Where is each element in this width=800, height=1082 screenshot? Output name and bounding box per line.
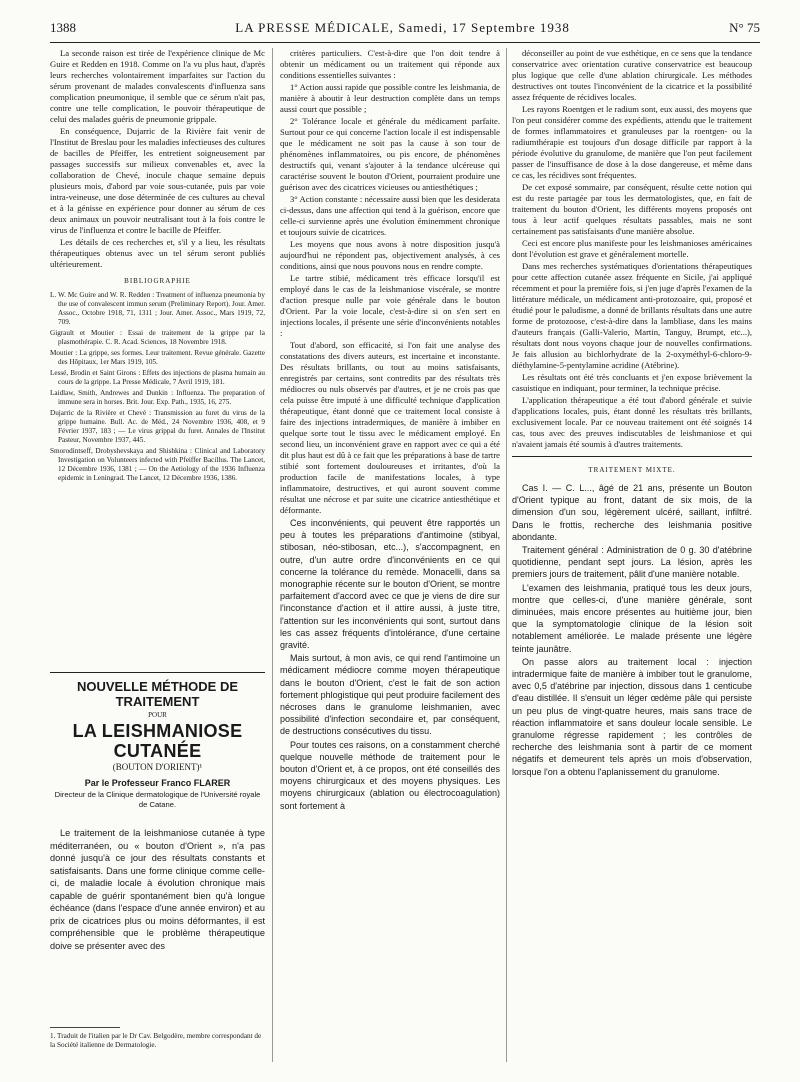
paragraph: La seconde raison est tirée de l'expérience clinique de Mc Guire et Redden en 1918. Comme on l'a vu plus haut, d'après leurs recherches volontairement imparfaites sur l'action du sérum provenant de malades convalescents d'influenza sans complication pneumonique, il semble que ce sérum n'ait pas, contre une telle complication, le pouvoir thérapeutique de celui des malades guéris de pneumonie grippale. xyxy=(50,48,265,124)
page-header xyxy=(50,20,760,40)
article-subtitle: (BOUTON D'ORIENT)¹ xyxy=(112,762,203,772)
paragraph: En conséquence, Dujarric de la Rivière fait venir de l'Institut de Breslau pour les maladies infectieuses des cultures de bacilles de Pfeiffer, les entretient soigneusement par passages successifs sur milieux convenables et, avec la collaboration de Chevé, inocule chaque semaine depuis plusieurs mois, d'abord par voie sous-cutanée, puis par voie intra-veineuse, une dose déterminée de ces cultures au cheval et à la génisse en expérience pour donner au sérum de ces deux animaux un pouvoir neutralisant tout à la fois contre le virus de l'influenza et contre le bacille de Pfeiffer. xyxy=(50,126,265,235)
case-paragraph: Cas I. — C. L..., âgé de 21 ans, présente un Bouton d'Orient typique au front, datant de six mois, de la dimension d'un sou, légèrement ulcéré, saillant, infiltré. Dans le frottis, recherche des leishmania positive abondante. xyxy=(512,483,752,542)
article-kicker: NOUVELLE MÉTHODE DE TRAITEMENT xyxy=(76,679,239,709)
bibliography-entry: Laidlaw, Smith, Andrewes and Dunkin : Influenza. The preparation of immune sera in horses. Brit. Jour. Exp. Path., 1935, 16, 275. xyxy=(50,389,265,406)
column-divider xyxy=(506,48,507,1062)
article-rule xyxy=(50,672,265,673)
bibliography-entry: Moutier : La grippe, ses formes. Leur traitement. Revue générale. Gazette des Hôpitaux, 1er Mars 1919, 105. xyxy=(50,349,265,366)
paragraph: Dans mes recherches systématiques d'orientations thérapeutiques pour cette affection cutanée assez fréquente en Sicile, j'ai appliqué récemment et pour la première fois, si j'en juge d'après l'examen de la littérature médicale, un médicament anti-protozoaire, qui, proposé et étudié pour le paludisme, a donné de brillants résultats dans une autre forme de protozoose, c'est-à-dire dans la lambliase, dans les mains d'auteurs français (Galli-Valerio, Martin, Tanguy, Brumpt, etc...), résultats dont nous voyons chaque jour de nouvelles confirmations. Je fais allusion au bichlorhydrate de la 2-oxyméthyl-6-chloro-9-diéthylamine-5-pentylamine acridine (Atébrine). xyxy=(512,261,752,370)
paragraph: Les résultats ont été très concluants et j'en expose brièvement la casuistique en indiquant, pour terminer, la technique précise. xyxy=(512,372,752,393)
journal-title: LA PRESSE MÉDICALE, Samedi, 17 Septembre 1938 xyxy=(235,20,570,35)
bibliography-entry: Gigrault et Moutier : Essai de traitement de la grippe par la plasmothérapie. C. R. Acad. Sciences, 18 Novembre 1918. xyxy=(50,329,265,346)
paragraph: Pour toutes ces raisons, on a constamment cherché quelque nouvelle méthode de traitement pour le bouton d'Orient et, à ce propos, ont été conseillés des moyens chirurgicaux et des moyens physiques. Les moyens chirurgicaux (ablation ou électrocoagulation) sont fortement à xyxy=(280,739,500,811)
case-paragraph: Traitement général : Administration de 0 g. 30 d'atébrine quotidienne, pendant sept jours. La lésion, après les premiers jours de traitement, pâlit d'une manière notable. xyxy=(512,545,752,580)
article-block xyxy=(50,672,265,952)
paragraph: L'application thérapeutique a été tout d'abord générale et suivie d'applications locales, puis, étant donné les résultats très brillants, exclusivement locale. Par ce nouveau traitement ont été soignés 14 cas, tous avec des preuves indiscutables de leishmaniose et qui n'avaient jamais été soumis à d'autres traitements. xyxy=(512,395,752,449)
column-1 xyxy=(50,48,265,485)
paragraph: Tout d'abord, son efficacité, si l'on fait une analyse des constatations des divers auteurs, est incertaine et inconstante. Des résultats brillants, ou tout au moins satisfaisants, enregistrés par certains, sont contredits par des résultats très médiocres ou nuls observés par d'autres, et je ne crois pas que cela puisse être imputé à une difficulté technique d'application thérapeutique, étant donné que ce traitement local consiste à faire des injections intradermiques, de manière à imbiber en quelque sorte tout le tissu avec le médicament employé. En second lieu, un inconvénient grave en rapport avec ce qui a été dit plus haut est dû à ce fait que les préparations à base de tartre stibié sont fortement douloureuses et irritantes, d'où la production facile de manifestations locales, à type inflammatoire, destructives, et qui auront souvent comme résultat une nécrose et par suite une cicatrice antiesthétique et déformante. xyxy=(280,340,500,515)
article-title: LA LEISHMANIOSE CUTANÉE xyxy=(72,721,243,761)
case-paragraph: L'examen des leishmania, pratiqué tous les deux jours, montre que celles-ci, d'une manière générale, sont diminuées, mais encore présentes au huitième jour, bien que la symptomatologie clinique de la lésion soit notablement améliorée. Le malade présente une légère teinte jaunâtre. xyxy=(512,582,752,654)
column-3 xyxy=(512,48,752,779)
section-rule xyxy=(512,456,752,457)
paragraph: Les détails de ces recherches et, s'il y a lieu, les résultats thérapeutiques obtenus avec un tel sérum seront publiés ultérieurement. xyxy=(50,237,265,269)
article-author: Par le Professeur Franco FLARER xyxy=(84,778,231,788)
case-paragraph: On passe alors au traitement local : injection intradermique faite de manière à imbiber tout le granulome, avec 0,5 d'atébrine par injection, dissous dans 1 centicube d'eau distillée. Il s'ensuit un léger œdème pâle qui persiste un peu plus de vingt-quatre heures, mais sans trace de réaction inflammatoire et sans douleur locale sensible. Le granulome régresse rapidement ; les contrôles de recherche des leishmania sont à partir de ce moment négatifs et demeurent tels après un mois d'observation, lorsque l'on a obtenu l'aplanissement du granulome. xyxy=(512,656,752,777)
section-title: TRAITEMENT MIXTE. xyxy=(588,466,676,474)
paragraph: Le tartre stibié, médicament très efficace lorsqu'il est employé dans le cas de la leishmaniose viscérale, se montre d'action presque nulle par voie générale dans le bouton d'Orient. Par la voie locale, c'est-à-dire si on s'en sert en injections locales, il présente une série d'inconvénients notables : xyxy=(280,273,500,338)
paragraph: déconseiller au point de vue esthétique, en ce sens que la tendance conservatrice avec orientation curative conservatrice est beaucoup plus logique que celle d'une ablation chirurgicale. Les méthodes destructives ont toutes l'inconvénient de la cicatrice et la possibilité assez fréquente de récidives locales. xyxy=(512,48,752,102)
footnote: 1. Traduit de l'italien par le Dr Cav. Belgodère, membre correspondant de la Société italienne de Dermatologie. xyxy=(50,1032,262,1049)
header-rule xyxy=(50,42,760,43)
bibliography-entry: Dujarric de la Rivière et Chevé : Transmission au furet du virus de la grippe humaine. Bull. Ac. de Méd., 24 Novembre 1936, 408, et 9 Février 1937, 183 ; — Le virus grippal du furet. Annales de l'Institut Pasteur, Novembre 1937, 445. xyxy=(50,409,265,444)
bibliography-title: BIBLIOGRAPHIE xyxy=(124,277,191,285)
bibliography-entry: Lessé, Brodin et Saint Girons : Effets des injections de plasma humain au cours de la grippe. La Presse Médicale, 7 Avril 1919, 181. xyxy=(50,369,265,386)
footnote-rule xyxy=(50,1027,120,1028)
paragraph: 3° Action constante : nécessaire aussi bien que les desiderata ci-dessus, dans une affection qui tend à la guérison, encore que celle-ci survienne après une évolution éminemment chronique et toujours suivie de cicatrices. xyxy=(280,194,500,237)
paragraph: Mais surtout, à mon avis, ce qui rend l'antimoine un médicament médiocre comme moyen thérapeutique dans le bouton d'Orient, c'est le fait de son action fortement phlogistique qui peut produire facilement des nécroses dans le granulome leishmanien, avec possibilité d'infection secondaire et, par conséquent, de destructions consécutives du tissu. xyxy=(280,653,500,737)
column-divider xyxy=(272,48,273,1062)
paragraph: 2° Tolérance locale et générale du médicament parfaite. Surtout pour ce qui concerne l'action locale il est indispensable que le médicament ne soit pas la cause à son tour de phénomènes inflammatoires, ou pis encore, de phénomènes destructifs qui, venant s'ajouter à la tendance ulcéreuse qui caractérise souvent le bouton d'Orient, pourraient produire une guérison avec des cicatrices vicieuses ou antiesthétiques ; xyxy=(280,116,500,192)
paragraph: 1° Action aussi rapide que possible contre les leishmania, de manière à aboutir à leur destruction complète dans un temps aussi court que possible ; xyxy=(280,82,500,114)
paragraph: Ces inconvénients, qui peuvent être rapportés un peu à toutes les préparations d'antimoine (stibyal, stibosan, néo-stibosan, etc...), s'accompagnent, en outre, d'un autre ordre d'inconvénients en ce qui concerne la tolérance du remède. Monacelli, dans sa monographie récente sur le bouton d'Orient, se montre parfaitement d'accord avec ce que je viens de dire sur l'inconstance d'action et il attire aussi, à juste titre, l'attention sur les inconvénients qui sont, surtout dans les cas assez fréquents d'intolérance, d'une certaine gravité. xyxy=(280,518,500,651)
article-lead: Le traitement de la leishmaniose cutanée à type méditerranéen, ou « bouton d'Orient », n'a pas donné jusqu'à ce jour des résultats constants et satisfaisants. Dans une forme clinique comme celle-ci, de maladie locale à évolution chronique mais capable de guérir spontanément bien qu'à longue échéance (dans l'espace d'une année environ) et au prix de cicatrices plus ou moins déformantes, il est compréhensible que le problème thérapeutique doive se présenter avec des xyxy=(50,828,265,951)
paragraph: critères particuliers. C'est-à-dire que l'on doit tendre à obtenir un médicament ou un traitement qui réponde aux conditions essentielles suivantes : xyxy=(280,48,500,80)
article-pour: POUR xyxy=(148,711,167,719)
paragraph: Les rayons Roentgen et le radium sont, eux aussi, des moyens que l'on peut considérer comme des expédients, attendu que le traitement de formes inflammatoires et granuleuses par la roentgen- ou la radiumthérapie est toujours d'un dosage difficile par rapport à la période évolutive du granulome, de manière que l'on peut facilement passer de l'insuffisance de dose à la dose dangereuse, et même dans ce cas, les récidives sont fréquentes. xyxy=(512,104,752,180)
paragraph: Les moyens que nous avons à notre disposition jusqu'à aujourd'hui ne répondent pas, objectivement analysés, à ces conditions, ainsi que nous pouvons nous en rendre compte. xyxy=(280,239,500,271)
page-number: 1388 xyxy=(50,20,76,35)
column-2 xyxy=(280,48,500,813)
bibliography-entry: L. W. Mc Guire and W. R. Redden : Treatment of influenza pneumonia by the use of convalescent immun serum (Preliminary Report). Jour. Amer. Assoc., Octobre 1918, 71, 1311 ; Jour. Amer. Assoc., Mars 1919, 72, 709. xyxy=(50,291,265,326)
paragraph: Ceci est encore plus manifeste pour les leishmanioses américaines dont l'évolution est grave et généralement mortelle. xyxy=(512,238,752,259)
paragraph: De cet exposé sommaire, par conséquent, résulte cette notion qui est du reste partagée par tous les dermatologistes, que, en fait de traitement du bouton d'Orient, les différents moyens proposés ont tous à leur actif quelques résultats passables, mais ne sont certainement pas satisfaisants d'une manière absolue. xyxy=(512,182,752,236)
issue-number: N° 75 xyxy=(729,20,760,35)
bibliography-entry: Smorodintseff, Drobyshevskaya and Shishkina : Clinical and Laboratory Investigation on Volunteers infected with Pfeiffer Bacillus. The Lancet, 12 Décembre 1936, 1381 ; — On the Aetiology of the 1936 Influenza epidemic in Leningrad. The Lancet, 12 Décembre 1936, 1386. xyxy=(50,447,265,482)
article-affiliation: Directeur de la Clinique dermatologique de l'Université royale de Catane. xyxy=(54,790,261,809)
